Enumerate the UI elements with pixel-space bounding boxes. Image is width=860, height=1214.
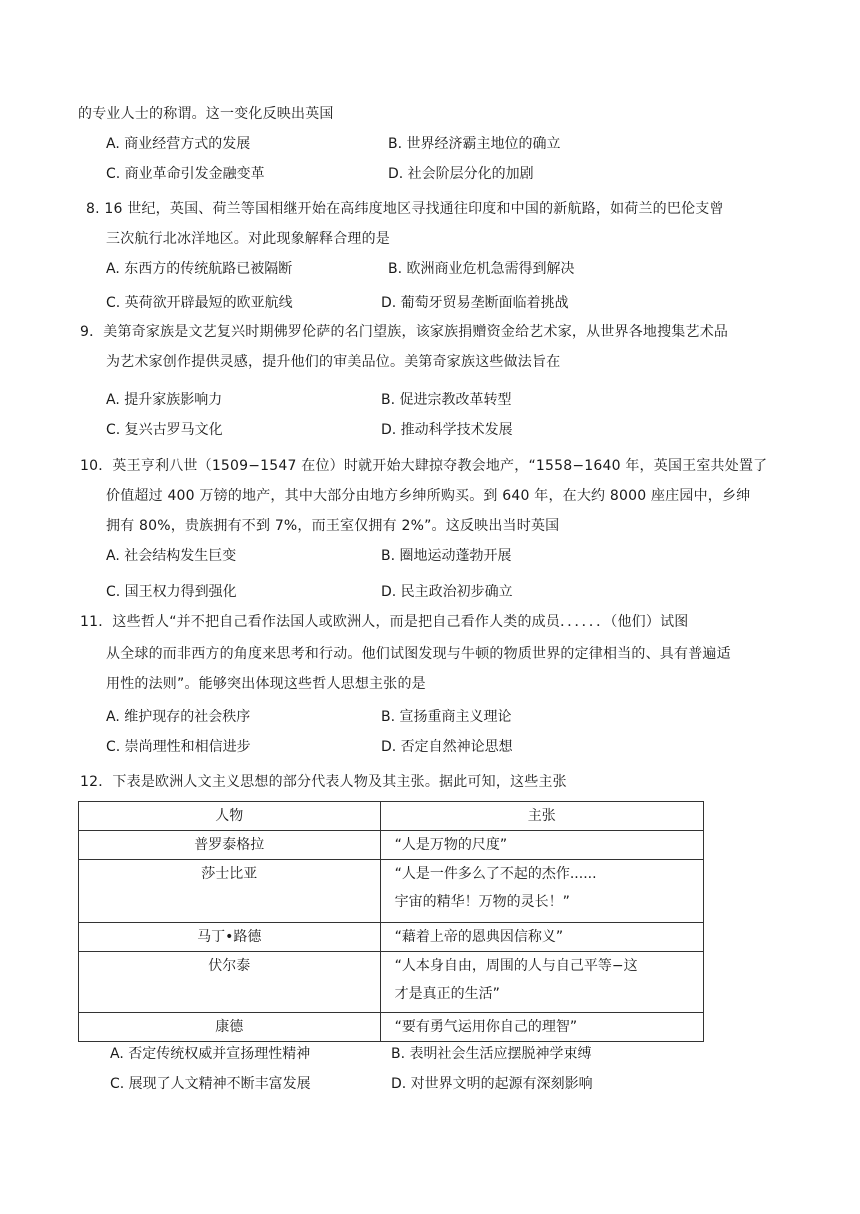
q12-stem-line-1: 12．下表是欧洲人文主义思想的部分代表人物及其主张。据此可知，这些主张 — [80, 774, 567, 790]
q12-option-a[interactable]: A. 否定传统权威并宣扬理性精神 — [110, 1046, 311, 1062]
row-person: 马丁•路德 — [197, 929, 262, 945]
q11-option-d[interactable]: D. 否定自然神论思想 — [381, 739, 513, 755]
q9-stem-line-2: 为艺术家创作提供灵感，提升他们的审美品位。美第奇家族这些做法旨在 — [106, 354, 561, 370]
q11-option-c[interactable]: C. 崇尚理性和相信进步 — [106, 739, 251, 755]
table-row — [79, 1013, 704, 1042]
q7-option-d[interactable]: D. 社会阶层分化的加剧 — [388, 166, 534, 182]
table-row — [79, 952, 704, 1013]
q8-option-c[interactable]: C. 英荷欲开辟最短的欧亚航线 — [106, 295, 293, 311]
q10-option-b[interactable]: B. 圈地运动蓬勃开展 — [381, 548, 512, 564]
q7-option-c[interactable]: C. 商业革命引发金融变革 — [106, 166, 265, 182]
row-claim-cont: 宇宙的精华！万物的灵长！” — [394, 894, 570, 910]
q11-stem-line-3: 用性的法则”。能够突出体现这些哲人思想主张的是 — [106, 676, 426, 692]
q8-option-b[interactable]: B. 欧洲商业危机急需得到解决 — [388, 261, 575, 277]
q10-stem-line-3: 拥有 80%，贵族拥有不到 7%，而王室仅拥有 2%”。这反映出当时英国 — [106, 518, 560, 534]
q12-option-b[interactable]: B. 表明社会生活应摆脱神学束缚 — [391, 1046, 592, 1062]
table-row — [79, 831, 704, 860]
q11-stem-line-2: 从全球的而非西方的角度来思考和行动。他们试图发现与牛顿的物质世界的定律相当的、具有普遍适 — [106, 646, 731, 662]
row-claim: “人本身自由，周围的人与自己平等−这 — [394, 958, 638, 974]
q7-option-b[interactable]: B. 世界经济霸主地位的确立 — [388, 136, 561, 152]
q10-stem-line-1: 10．英王亨利八世（1509−1547 在位）时就开始大肆掠夺教会地产，“1558−1640 年，英国王室共处置了 — [80, 458, 768, 474]
q9-option-b[interactable]: B. 促进宗教改革转型 — [381, 392, 512, 408]
q9-option-d[interactable]: D. 推动科学技术发展 — [381, 422, 513, 438]
q11-option-a[interactable]: A. 维护现存的社会秩序 — [106, 709, 251, 725]
row-person: 莎士比亚 — [201, 866, 258, 882]
table-row — [79, 923, 704, 952]
q8-stem-line-1: 8. 16 世纪，英国、荷兰等国相继开始在高纬度地区寻找通往印度和中国的新航路，如荷兰的巴伦支曾 — [86, 201, 724, 217]
q12-option-d[interactable]: D. 对世界文明的起源有深刻影响 — [391, 1076, 593, 1092]
q12-option-c[interactable]: C. 展现了人文精神不断丰富发展 — [110, 1076, 311, 1092]
q10-option-a[interactable]: A. 社会结构发生巨变 — [106, 548, 237, 564]
row-claim: “藉着上帝的恩典因信称义” — [394, 929, 564, 945]
row-claim: “人是万物的尺度” — [394, 837, 508, 853]
q7-option-a[interactable]: A. 商业经营方式的发展 — [106, 136, 251, 152]
q10-option-c[interactable]: C. 国王权力得到强化 — [106, 584, 237, 600]
row-claim-cont: 才是真正的生活” — [394, 986, 500, 1002]
q8-option-d[interactable]: D. 葡萄牙贸易垄断面临着挑战 — [381, 295, 569, 311]
row-person: 伏尔泰 — [208, 958, 251, 974]
row-claim: “人是一件多么了不起的杰作...... — [394, 866, 597, 882]
q7-text-line: 的专业人士的称谓。这一变化反映出英国 — [78, 106, 334, 122]
row-person: 普罗泰格拉 — [194, 837, 265, 853]
q9-option-a[interactable]: A. 提升家族影响力 — [106, 392, 223, 408]
header-person: 人物 — [215, 808, 244, 824]
q8-stem-line-2: 三次航行北冰洋地区。对此现象解释合理的是 — [106, 231, 390, 247]
q9-stem-line-1: 9．美第奇家族是文艺复兴时期佛罗伦萨的名门望族，该家族捐赠资金给艺术家，从世界各地搜集艺术品 — [80, 324, 729, 340]
header-claim: 主张 — [527, 808, 556, 824]
q8-option-a[interactable]: A. 东西方的传统航路已被隔断 — [106, 261, 293, 277]
humanism-table — [78, 801, 704, 1042]
table-row — [79, 860, 704, 923]
q9-option-c[interactable]: C. 复兴古罗马文化 — [106, 422, 223, 438]
table-header-row — [79, 802, 704, 831]
q11-stem-line-1: 11．这些哲人“并不把自己看作法国人或欧洲人，而是把自己看作人类的成员．．．．．．（他们）试图 — [80, 614, 689, 630]
row-person: 康德 — [215, 1019, 244, 1035]
q11-option-b[interactable]: B. 宣扬重商主义理论 — [381, 709, 512, 725]
q10-stem-line-2: 价值超过 400 万镑的地产，其中大部分由地方乡绅所购买。到 640 年，在大约 8000 座庄园中，乡绅 — [106, 488, 751, 504]
q10-option-d[interactable]: D. 民主政治初步确立 — [381, 584, 513, 600]
row-claim: “要有勇气运用你自己的理智” — [394, 1019, 578, 1035]
